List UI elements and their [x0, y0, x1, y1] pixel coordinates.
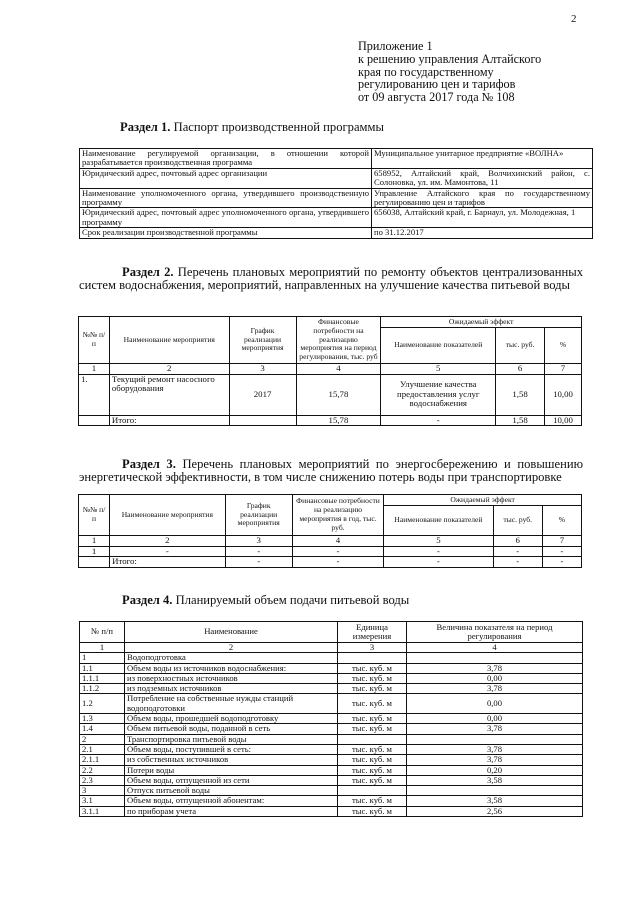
- cell-unit: тыс. куб. м: [338, 684, 407, 694]
- cell-name: -: [110, 546, 225, 557]
- total-pct: 10,00: [545, 415, 582, 426]
- water-supply-volume-table: [79, 621, 583, 817]
- cell-num: 2.3: [80, 775, 125, 785]
- passport-row: [80, 149, 593, 169]
- col-number: 3: [229, 364, 296, 375]
- header-percent: %: [545, 328, 582, 364]
- header-schedule: График реализации мероприятия: [225, 495, 292, 536]
- passport-value: 656038, Алтайский край, г. Барнаул, ул. Молодежная, 1: [372, 208, 593, 228]
- total-rub: -: [493, 557, 542, 568]
- cell-num: 1: [79, 546, 110, 557]
- col-number: 3: [225, 536, 292, 547]
- cell-num: 1.1: [80, 663, 125, 673]
- cell-value: 3,78: [407, 724, 583, 734]
- cell-schedule: -: [225, 546, 292, 557]
- passport-value: Муниципальное унитарное предприятие «ВОЛНА»: [372, 149, 593, 169]
- cell-name: Водоподготовка: [125, 653, 338, 663]
- total-pct: -: [542, 557, 581, 568]
- cell-name: Текущий ремонт насосного оборудования: [109, 374, 229, 415]
- cell-name: Отпуск питьевой воды: [125, 786, 338, 796]
- col-number: 2: [125, 643, 338, 653]
- appendix-line: к решению управления Алтайского: [358, 51, 542, 66]
- cell-name: Объем воды из источников водоснабжения:: [125, 663, 338, 673]
- total-schedule: -: [225, 557, 292, 568]
- cell-num: 2.2: [80, 765, 125, 775]
- energy-measures-table: [78, 494, 582, 568]
- cell-num: 2: [80, 734, 125, 744]
- cell-value: 0,00: [407, 694, 583, 714]
- cell-value: 3,58: [407, 796, 583, 806]
- cell-value: 0,00: [407, 673, 583, 683]
- cell-unit: тыс. куб. м: [338, 796, 407, 806]
- cell-num: 1.4: [80, 724, 125, 734]
- col-number: 4: [292, 536, 383, 547]
- cell-value: [407, 653, 583, 663]
- cell-value: 3,58: [407, 775, 583, 785]
- cell-rub: 1,58: [496, 374, 545, 415]
- section4-title: Раздел 4. Планируемый объем подачи питьевой воды: [122, 593, 410, 607]
- cell-unit: тыс. куб. м: [338, 714, 407, 724]
- col-number: 1: [79, 536, 110, 547]
- col-number: 3: [338, 643, 407, 653]
- col-number: 2: [110, 536, 225, 547]
- passport-row: [80, 188, 593, 208]
- cell-value: [407, 786, 583, 796]
- total-finance: -: [292, 557, 383, 568]
- cell-unit: тыс. куб. м: [338, 775, 407, 785]
- cell-value: [407, 734, 583, 744]
- table-row: [80, 786, 583, 796]
- col-number: 4: [296, 364, 381, 375]
- cell-unit: [338, 786, 407, 796]
- col-number: 7: [542, 536, 581, 547]
- cell-num: 2.1.1: [80, 755, 125, 765]
- passport-table: [79, 148, 593, 239]
- section1-title: Раздел 1. Паспорт производственной программы: [120, 120, 384, 134]
- passport-row: [80, 228, 593, 238]
- table-row: [80, 673, 583, 683]
- passport-value: по 31.12.2017: [372, 228, 593, 238]
- header-percent: %: [542, 506, 581, 536]
- passport-label: Наименование уполномоченного органа, утвердившего производственную программу: [80, 188, 372, 208]
- header-indicator: Наименование показателей: [384, 506, 493, 536]
- header-indicator: Наименование показателей: [381, 328, 496, 364]
- section3-title: Раздел 3. Перечень плановых мероприятий по энергосбережению и повышению энергетической эффективности, в том числе снижению потерь воды при транспортировке: [79, 457, 583, 484]
- passport-value: 658952, Алтайский край, Волчихинский район, с. Солоновка, ул. им. Мамонтова, 11: [372, 168, 593, 188]
- header-num: №№ п/п: [79, 317, 110, 364]
- cell-value: 0,00: [407, 714, 583, 724]
- col-number: 5: [381, 364, 496, 375]
- appendix-header: [358, 40, 618, 104]
- col-number: 5: [384, 536, 493, 547]
- header-num: № п/п: [80, 622, 125, 643]
- cell-value: 3,78: [407, 684, 583, 694]
- cell-unit: тыс. куб. м: [338, 663, 407, 673]
- cell-unit: [338, 734, 407, 744]
- total-rub: 1,58: [496, 415, 545, 426]
- cell-num: 2.1: [80, 744, 125, 754]
- header-num: №№ п/п: [79, 495, 110, 536]
- passport-row: [80, 208, 593, 228]
- total-row: [79, 557, 582, 568]
- cell-name: Объем воды, отпущенной из сети: [125, 775, 338, 785]
- table-row: [80, 755, 583, 765]
- cell-pct: 10,00: [545, 374, 582, 415]
- table-row: [80, 724, 583, 734]
- cell-name: из собственных источников: [125, 755, 338, 765]
- cell-num: 3: [80, 786, 125, 796]
- repair-measures-table: [78, 316, 582, 426]
- cell-num: 1: [80, 653, 125, 663]
- cell-value: 2,56: [407, 806, 583, 816]
- cell-num: 3.1: [80, 796, 125, 806]
- cell-value: 0,20: [407, 765, 583, 775]
- total-label: Итого:: [109, 415, 229, 426]
- total-row: [79, 415, 582, 426]
- cell-finance: -: [292, 546, 383, 557]
- cell-unit: тыс. куб. м: [338, 755, 407, 765]
- cell-name: Транспортировка питьевой воды: [125, 734, 338, 744]
- cell-unit: тыс. куб. м: [338, 694, 407, 714]
- cell-value: 3,78: [407, 744, 583, 754]
- passport-value: Управление Алтайского края по государственному регулированию цен и тарифов: [372, 188, 593, 208]
- col-number: 1: [80, 643, 125, 653]
- header-rub: тыс. руб.: [496, 328, 545, 364]
- column-numbers-row: [80, 643, 583, 653]
- cell-name: Потребление на собственные нужды станций водоподготовки: [125, 694, 338, 714]
- cell-finance: 15,78: [296, 374, 381, 415]
- table-row: [80, 765, 583, 775]
- cell-num: 1.1.1: [80, 673, 125, 683]
- table-row: [79, 374, 582, 415]
- table-row: [80, 694, 583, 714]
- col-number: 1: [79, 364, 110, 375]
- passport-row: [80, 168, 593, 188]
- table-row: [80, 653, 583, 663]
- cell-num: 3.1.1: [80, 806, 125, 816]
- cell-unit: тыс. куб. м: [338, 765, 407, 775]
- header-rub: тыс. руб.: [493, 506, 542, 536]
- col-number: 7: [545, 364, 582, 375]
- cell-pct: -: [542, 546, 581, 557]
- header-finance: Финансовые потребности на реализацию мероприятия на период регулирования, тыс. руб: [296, 317, 381, 364]
- passport-label: Наименование регулируемой организации, в отношении которой разрабатывается производственная программа: [80, 149, 372, 169]
- header-name: Наименование: [125, 622, 338, 643]
- cell-num: 1.1.2: [80, 684, 125, 694]
- cell-unit: тыс. куб. м: [338, 806, 407, 816]
- cell-value: 3,78: [407, 663, 583, 673]
- table-row: [80, 714, 583, 724]
- table-row: [80, 684, 583, 694]
- passport-label: Юридический адрес, почтовый адрес уполномоченного органа, утвердившего программу: [80, 208, 372, 228]
- passport-label: Срок реализации производственной программы: [80, 228, 372, 238]
- cell-indicator: -: [384, 546, 493, 557]
- cell-name: из поверхностных источников: [125, 673, 338, 683]
- col-number: 4: [407, 643, 583, 653]
- cell-name: по приборам учета: [125, 806, 338, 816]
- cell-name: из подземных источников: [125, 684, 338, 694]
- header-effect: Ожидаемый эффект: [384, 495, 582, 506]
- table-row: [80, 775, 583, 785]
- column-numbers-row: [79, 536, 582, 547]
- table-row: [80, 744, 583, 754]
- cell-unit: тыс. куб. м: [338, 724, 407, 734]
- header-schedule: График реализации мероприятия: [229, 317, 296, 364]
- passport-label: Юридический адрес, почтовый адрес организации: [80, 168, 372, 188]
- cell-name: Объем воды, отпущенной абонентам:: [125, 796, 338, 806]
- cell-name: Объем воды, прошедшей водоподготовку: [125, 714, 338, 724]
- header-name: Наименование мероприятия: [110, 495, 225, 536]
- header-name: Наименование мероприятия: [109, 317, 229, 364]
- header-unit: Единица измерения: [338, 622, 407, 643]
- cell-unit: тыс. куб. м: [338, 673, 407, 683]
- total-indicator: -: [384, 557, 493, 568]
- page-number: 2: [571, 13, 577, 25]
- header-value: Величина показателя на период регулирования: [407, 622, 583, 643]
- total-finance: 15,78: [296, 415, 381, 426]
- table-row: [80, 796, 583, 806]
- cell-unit: тыс. куб. м: [338, 744, 407, 754]
- table-row: [80, 734, 583, 744]
- total-indicator: -: [381, 415, 496, 426]
- cell-num: 1.2: [80, 694, 125, 714]
- header-effect: Ожидаемый эффект: [381, 317, 582, 328]
- cell-schedule: 2017: [229, 374, 296, 415]
- col-number: 6: [493, 536, 542, 547]
- cell-num: 1.: [79, 374, 110, 415]
- section2-title: Раздел 2. Перечень плановых мероприятий по ремонту объектов централизованных систем водоснабжения, мероприятий, направленных на улучшение качества питьевой воды: [79, 265, 583, 292]
- cell-name: Объем воды, поступившей в сеть:: [125, 744, 338, 754]
- cell-name: Потери воды: [125, 765, 338, 775]
- header-finance: Финансовые потребности на реализацию мероприятия в год, тыс. руб.: [292, 495, 383, 536]
- appendix-line: края по государственному: [358, 64, 494, 79]
- cell-value: 3,78: [407, 755, 583, 765]
- cell-rub: -: [493, 546, 542, 557]
- col-number: 2: [109, 364, 229, 375]
- cell-indicator: Улучшение качества предоставления услуг водоснабжения: [381, 374, 496, 415]
- appendix-line: Приложение 1: [358, 39, 433, 53]
- table-row: [80, 806, 583, 816]
- column-numbers-row: [79, 364, 582, 375]
- table-row: [79, 546, 582, 557]
- cell-num: 1.3: [80, 714, 125, 724]
- cell-name: Объем питьевой воды, поданной в сеть: [125, 724, 338, 734]
- table-row: [80, 663, 583, 673]
- total-label: Итого:: [110, 557, 225, 568]
- appendix-line: регулированию цен и тарифов: [358, 77, 516, 92]
- appendix-line: от 09 августа 2017 года № 108: [358, 90, 515, 105]
- cell-unit: [338, 653, 407, 663]
- col-number: 6: [496, 364, 545, 375]
